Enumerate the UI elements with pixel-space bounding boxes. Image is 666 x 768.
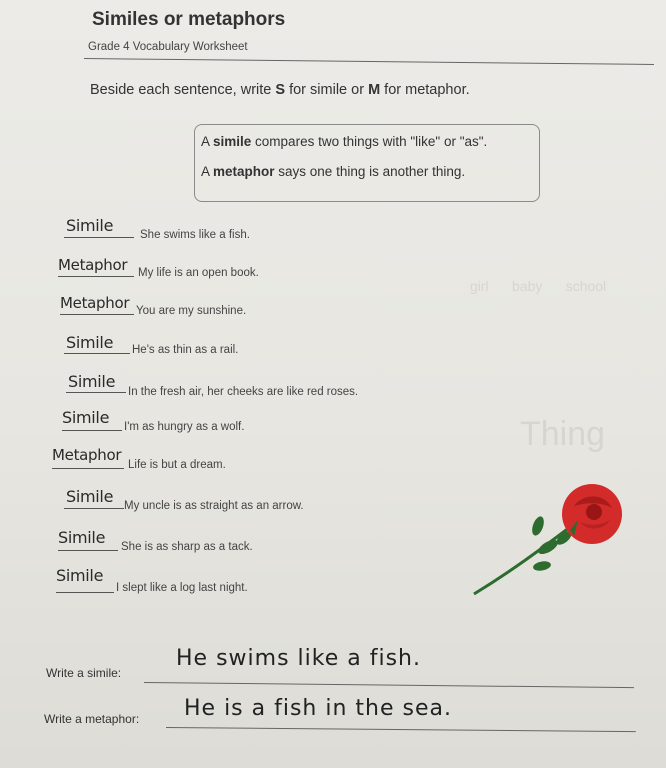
sentence-text: He's as thin as a rail. bbox=[132, 344, 239, 356]
answer-field[interactable]: Simile bbox=[58, 528, 106, 547]
sentence-text: I'm as hungry as a wolf. bbox=[124, 421, 245, 433]
simile-definition bbox=[201, 134, 487, 149]
metaphor-definition bbox=[201, 164, 465, 179]
answer-field[interactable]: Metaphor bbox=[60, 294, 130, 312]
write-metaphor-field[interactable]: He is a fish in the sea. bbox=[184, 696, 452, 721]
instructions-s: S bbox=[275, 82, 286, 98]
header-divider bbox=[84, 58, 654, 65]
sentence-text: In the fresh air, her cheeks are like red roses. bbox=[128, 386, 359, 398]
definition-text: A bbox=[201, 164, 214, 179]
answer-line bbox=[60, 314, 134, 315]
write-simile-field[interactable]: He swims like a fish. bbox=[176, 646, 421, 671]
answer-line bbox=[58, 550, 118, 551]
instructions-m: M bbox=[368, 82, 381, 98]
answer-field[interactable]: Simile bbox=[62, 408, 110, 427]
definition-text: compares two things with "like" or "as". bbox=[251, 134, 488, 149]
answer-line bbox=[64, 508, 124, 509]
answer-field[interactable]: Simile bbox=[66, 333, 114, 352]
show-through-text: girl baby school bbox=[470, 278, 607, 294]
definition-term: simile bbox=[213, 134, 252, 149]
sentence-text: You are my sunshine. bbox=[136, 305, 247, 317]
answer-line bbox=[52, 468, 124, 469]
answer-line bbox=[56, 592, 114, 593]
sentence-text: My uncle is as straight as an arrow. bbox=[124, 500, 304, 512]
rose-leaf bbox=[530, 515, 546, 537]
write-simile-label: Write a simile: bbox=[46, 666, 122, 680]
instructions bbox=[90, 82, 470, 98]
answer-line bbox=[58, 276, 134, 277]
rose-stem bbox=[474, 524, 574, 594]
sentence-text: I slept like a log last night. bbox=[116, 582, 248, 594]
definition-box bbox=[194, 124, 540, 202]
answer-field[interactable]: Simile bbox=[68, 372, 116, 391]
answer-line bbox=[62, 430, 122, 431]
answer-field[interactable]: Simile bbox=[56, 566, 104, 585]
answer-line bbox=[64, 353, 130, 354]
answer-field[interactable]: Simile bbox=[66, 216, 114, 235]
definition-text: A bbox=[201, 134, 214, 149]
definition-text: says one thing is another thing. bbox=[274, 164, 466, 179]
instructions-text: for simile or bbox=[285, 82, 369, 98]
write-metaphor-label: Write a metaphor: bbox=[44, 712, 140, 726]
show-through-text: Thing bbox=[520, 415, 606, 453]
instructions-text: Beside each sentence, write bbox=[90, 82, 276, 98]
write-metaphor-line bbox=[166, 727, 636, 732]
answer-field[interactable]: Simile bbox=[66, 487, 114, 506]
definition-term: metaphor bbox=[213, 164, 275, 179]
answer-field[interactable]: Metaphor bbox=[58, 256, 128, 274]
rose-leaf bbox=[532, 560, 551, 572]
sentence-text: She swims like a fish. bbox=[140, 229, 250, 241]
answer-line bbox=[64, 237, 134, 238]
sentence-text: She is as sharp as a tack. bbox=[121, 541, 253, 553]
sentence-text: My life is an open book. bbox=[138, 267, 259, 279]
rose-center bbox=[586, 504, 602, 520]
answer-field[interactable]: Metaphor bbox=[52, 446, 122, 464]
write-simile-line bbox=[144, 682, 634, 688]
sentence-text: Life is but a dream. bbox=[128, 459, 226, 471]
page-subtitle: Grade 4 Vocabulary Worksheet bbox=[88, 41, 248, 53]
answer-line bbox=[66, 392, 126, 393]
rose-leaf bbox=[536, 537, 560, 557]
instructions-text: for metaphor. bbox=[380, 82, 470, 98]
page-title: Similes or metaphors bbox=[92, 9, 286, 30]
rose-illustration bbox=[470, 480, 630, 600]
